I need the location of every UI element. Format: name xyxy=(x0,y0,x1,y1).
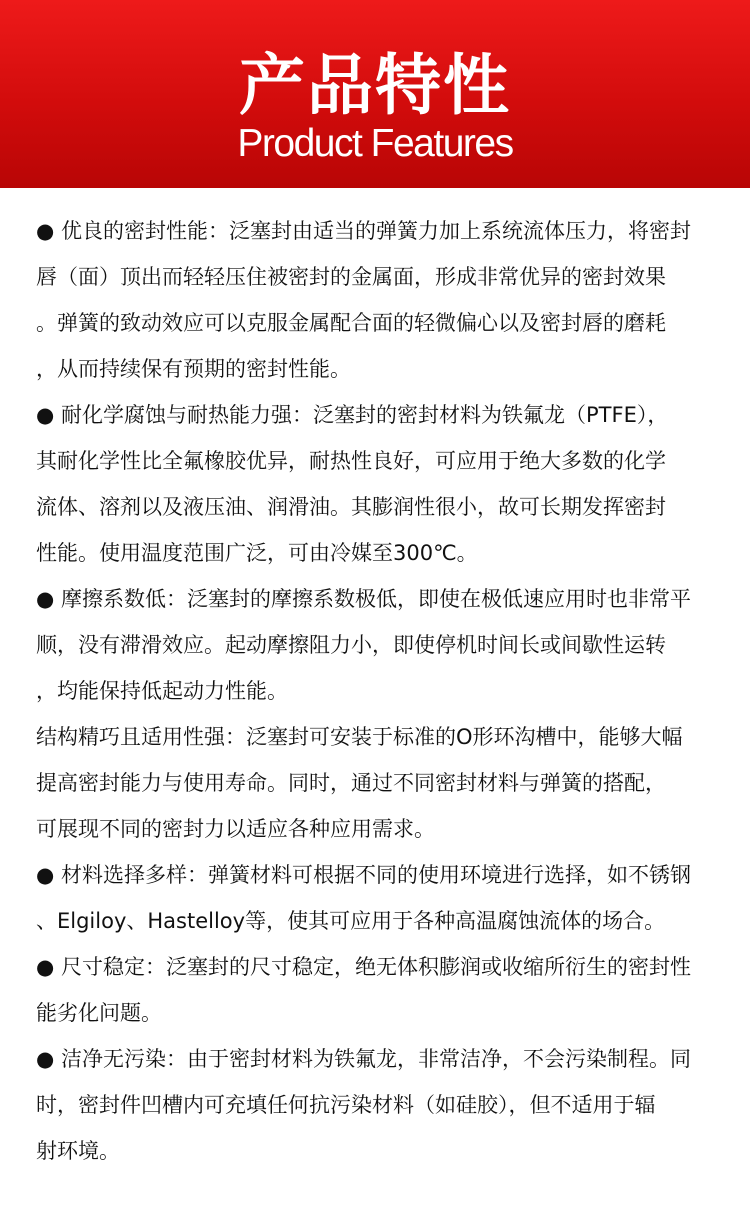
text-line: 顺，没有滞滑效应。起动摩擦阻力小，即使停机时间长或间歇性运转 xyxy=(36,633,666,657)
text-line: 时，密封件凹槽内可充填任何抗污染材料（如硅胶），但不适用于辐 xyxy=(36,1093,656,1117)
text-line: 结构精巧且适用性强：泛塞封可安装于标准的O形环沟槽中，能够大幅 xyxy=(36,725,683,749)
text-line: ● 洁净无污染：由于密封材料为铁氟龙，非常洁净，不会污染制程。同 xyxy=(36,1047,691,1071)
text-line: 其耐化学性比全氟橡胶优异，耐热性良好，可应用于绝大多数的化学 xyxy=(36,449,666,473)
text-line: 性能。使用温度范围广泛，可由冷媒至300℃。 xyxy=(36,541,478,565)
text-line: ● 材料选择多样：弹簧材料可根据不同的使用环境进行选择，如不锈钢 xyxy=(36,863,691,887)
text-line: 。弹簧的致动效应可以克服金属配合面的轻微偏心以及密封唇的磨耗 xyxy=(36,311,666,335)
text-line: 可展现不同的密封力以适应各种应用需求。 xyxy=(36,817,435,841)
text-line: 能劣化问题。 xyxy=(36,1001,162,1025)
features-text xyxy=(0,188,750,1174)
text-line: 射环境。 xyxy=(36,1139,120,1163)
page-subtitle: Product Features xyxy=(237,122,513,165)
text-line: 、Elgiloy、Hastelloy等，使其可应用于各种高温腐蚀流体的场合。 xyxy=(36,909,666,933)
text-line: ● 耐化学腐蚀与耐热能力强：泛塞封的密封材料为铁氟龙（PTFE）， xyxy=(36,403,669,427)
text-line: 唇（面）顶出而轻轻压住被密封的金属面，形成非常优异的密封效果 xyxy=(36,265,666,289)
text-line: 提高密封能力与使用寿命。同时，通过不同密封材料与弹簧的搭配， xyxy=(36,771,666,795)
text-line: ● 摩擦系数低：泛塞封的摩擦系数极低，即使在极低速应用时也非常平 xyxy=(36,587,691,611)
header-banner xyxy=(0,0,750,188)
page-title: 产品特性 xyxy=(239,47,511,124)
text-line: ，从而持续保有预期的密封性能。 xyxy=(36,357,351,381)
text-line: ，均能保持低起动力性能。 xyxy=(36,679,288,703)
text-line: 流体、溶剂以及液压油、润滑油。其膨润性很小，故可长期发挥密封 xyxy=(36,495,666,519)
text-line: ● 优良的密封性能：泛塞封由适当的弹簧力加上系统流体压力，将密封 xyxy=(36,219,691,243)
text-line: ● 尺寸稳定：泛塞封的尺寸稳定，绝无体积膨润或收缩所衍生的密封性 xyxy=(36,955,691,979)
